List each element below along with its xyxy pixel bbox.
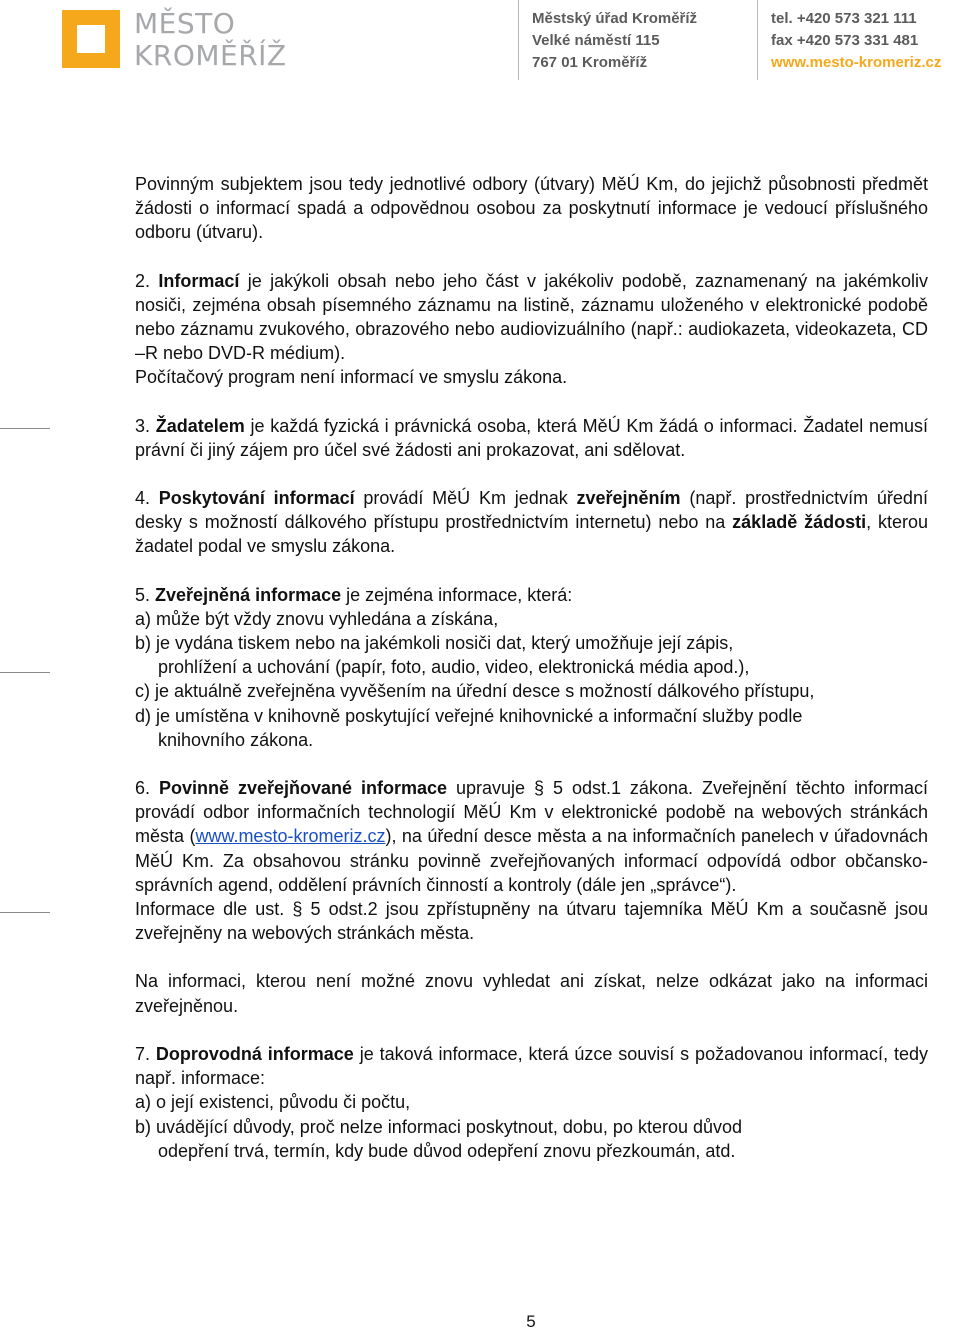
section-6-para-2: Informace dle ust. § 5 odst.2 jsou zpřístupněny na útvaru tajemníka MěÚ Km a současně jsou zveřejněny na webových stránkách města. — [135, 899, 928, 944]
section-5-item-c: c) je aktuálně zveřejněna vyvěšením na úřední desce s možností dálkového přístupu, — [135, 681, 815, 702]
section-5-item-b-cont: prohlížení a uchování (papír, foto, audio, video, elektronická média apod.), — [158, 657, 750, 678]
office-address — [532, 8, 697, 74]
section-5: 5. Zveřejněná informace je zejména informace, která: — [135, 584, 573, 605]
header-divider — [757, 0, 758, 80]
office-city: 767 01 Kroměříž — [532, 54, 648, 71]
section-3: 3. Žadatelem je každá fyzická i právnická osoba, která MěÚ Km žádá o informaci. Žadatel nemusí právní či jiný zájem pro účel své žádosti ani prokazovat, ani sdělovat. — [135, 415, 928, 460]
section-7-item-b-cont: odepření trvá, termín, kdy bude důvod odepření znovu přezkoumán, atd. — [158, 1140, 736, 1161]
website-link[interactable]: www.mesto-kromeriz.cz — [771, 54, 942, 71]
section-6-para-3: Na informaci, kterou není možné znovu vyhledat ani získat, nelze odkázat jako na informaci zveřejněnou. — [135, 971, 928, 1016]
fax-number: fax +420 573 331 481 — [771, 32, 919, 49]
document-body — [135, 172, 928, 1163]
section-5-item-a: a) může být vždy znovu vyhledána a získána, — [135, 608, 499, 629]
section-7-item-b: b) uvádějící důvody, proč nelze informaci poskytnout, dobu, po kterou důvod — [135, 1116, 743, 1137]
phone-number: tel. +420 573 321 111 — [771, 10, 917, 27]
intro-paragraph: Povinným subjektem jsou tedy jednotlivé odbory (útvary) MěÚ Km, do jejichž působnosti předmět žádosti o informací spadá a odpovědnou osobou za poskytnutí informace je vedoucí příslušného odboru (útvaru). — [135, 174, 928, 243]
margin-mark — [0, 912, 50, 913]
section-5-item-d: d) je umístěna v knihovně poskytující veřejné knihovnické a informační služby podle — [135, 705, 803, 726]
logo-line-1: MĚSTO — [134, 7, 236, 40]
city-logo-icon — [62, 10, 120, 68]
section-7: 7. Doprovodná informace je taková informace, která úzce souvisí s požadovanou informací, tedy např. informace: — [135, 1043, 928, 1089]
page-number: 5 — [526, 1312, 536, 1331]
logo-line-2: KROMĚŘÍŽ — [134, 39, 287, 72]
section-5-item-d-cont: knihovního zákona. — [158, 729, 314, 750]
section-6: 6. Povinně zveřejňované informace upravuje § 5 odst.1 zákona. Zveřejnění těchto informací provádí odbor informačních technologií MěÚ Km v elektronické podobě na webových stránkách města (www.mesto-kromeriz.cz), na úřední desce města a na informačních panelech v úřadovnách MěÚ Km. Za obsahovou stránku povinně zveřejňovaných informací odpovídá odbor občansko-správních agend, oddělení právních činností a kontroly (dále jen „správce“). — [135, 778, 928, 895]
logo-wordmark — [134, 8, 287, 72]
letterhead — [0, 0, 960, 90]
office-street: Velké náměstí 115 — [532, 32, 660, 49]
margin-mark — [0, 428, 50, 429]
office-contacts — [771, 8, 941, 74]
section-4: 4. Poskytování informací provádí MěÚ Km jednak zveřejněním (např. prostřednictvím úřední desky s možností dálkového přístupu prostřednictvím internetu) nebo na základě žádosti, kterou žadatel podal ve smyslu zákona. — [135, 488, 928, 557]
office-name: Městský úřad Kroměříž — [532, 10, 698, 27]
section-2: 2. Informací je jakýkoli obsah nebo jeho část v jakékoliv podobě, zaznamenaný na jakémkoliv nosiči, zejména obsah písemného záznamu na listině, záznamu uloženého v elektronické podobě nebo záznamu zvukového, obrazového nebo audiovizuálního (např.: audiokazeta, videokazeta, CD –R nebo DVD-R médium). — [135, 270, 928, 364]
website-url-link[interactable]: www.mesto-kromeriz.cz — [195, 826, 386, 847]
section-5-item-b: b) je vydána tiskem nebo na jakémkoli nosiči dat, který umožňuje její zápis, — [135, 633, 734, 654]
margin-mark — [0, 672, 50, 673]
section-2-note: Počítačový program není informací ve smyslu zákona. — [135, 367, 568, 388]
header-divider — [518, 0, 519, 80]
section-7-item-a: a) o její existenci, původu či počtu, — [135, 1092, 411, 1113]
